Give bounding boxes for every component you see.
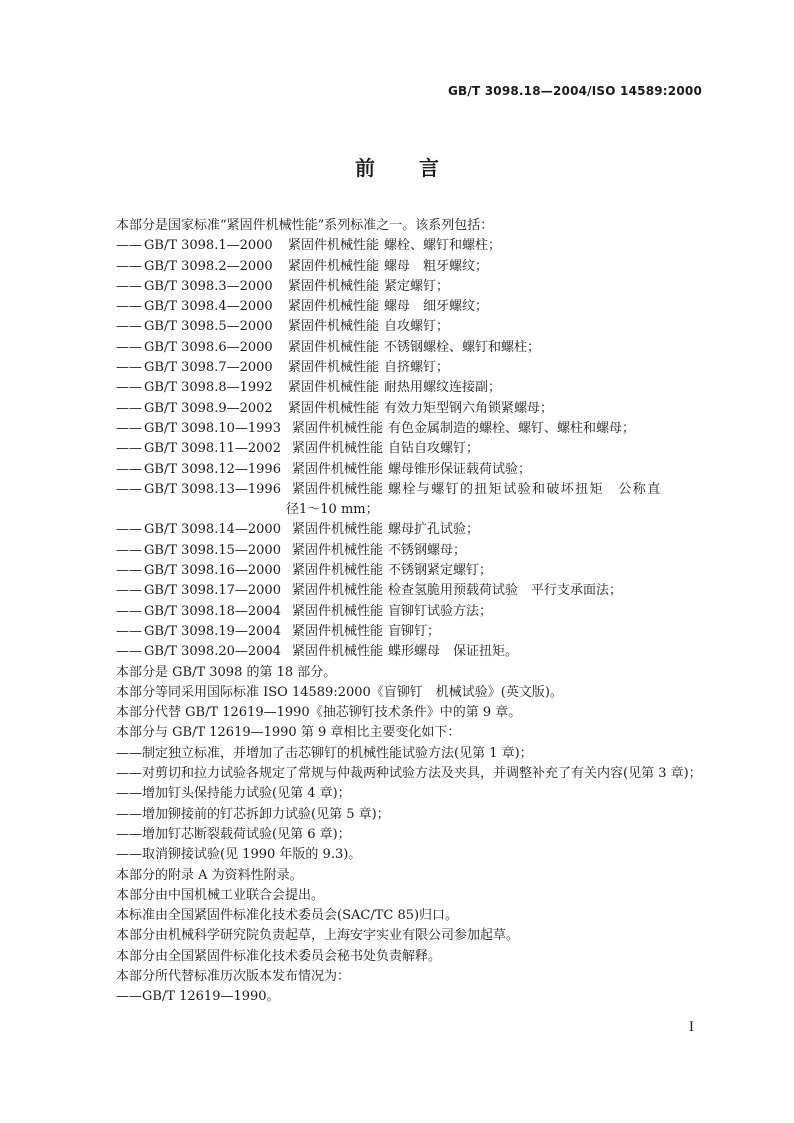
standard-code: GB/T 3098.12—1996	[144, 461, 281, 477]
series-item-13	[116, 480, 706, 500]
changes-list	[116, 744, 706, 866]
paragraph-history-intro: 本部分所代替标准历次版本发布情况为：	[116, 968, 351, 984]
dash: ——	[116, 420, 142, 436]
standard-code: GB/T 3098.11—2002	[144, 441, 281, 457]
standard-code: GB/T 3098.14—2000	[144, 522, 281, 538]
change-item: ——制定独立标准，并增加了击芯铆钉的机械性能试验方法(见第 1 章)；	[116, 745, 533, 761]
standard-category: 紧固件机械性能	[288, 258, 380, 274]
standard-part: 有效力矩型钢六角锁紧螺母；	[384, 400, 554, 416]
paragraph-adoption: 本部分等同采用国际标准 ISO 14589:2000《盲铆钉 机械试验》(英文版)。	[116, 684, 563, 700]
dash: ——	[116, 278, 142, 294]
series-item	[116, 561, 706, 581]
dash: ——	[116, 563, 142, 579]
standard-code: GB/T 3098.13—1996	[144, 481, 281, 497]
standard-category: 紧固件机械性能	[288, 319, 380, 335]
standard-part: 检查氢脆用预载荷试验 平行支承面法；	[388, 583, 623, 599]
standard-part: 蝶形螺母 保证扭矩。	[388, 644, 519, 660]
dash: ——	[116, 603, 142, 619]
foreword-body	[116, 216, 706, 1008]
standard-category: 紧固件机械性能	[288, 238, 380, 254]
change-item: ——增加钉芯断裂载荷试验(见第 6 章)；	[116, 826, 351, 842]
paragraph-replaces: 本部分代替 GB/T 12619—1990《抽芯铆钉技术条件》中的第 9 章。	[116, 705, 522, 721]
paragraph-part-number: 本部分是 GB/T 3098 的第 18 部分。	[116, 664, 337, 680]
dash: ——	[116, 481, 142, 497]
paragraph-proposed-by: 本部分由中国机械工业联合会提出。	[116, 887, 325, 903]
standard-category: 紧固件机械性能	[288, 299, 380, 315]
dash: ——	[116, 400, 142, 416]
standard-code: GB/T 3098.10—1993	[144, 420, 281, 436]
standard-code: GB/T 3098.2—2000	[144, 258, 273, 274]
standard-part: 有色金属制造的螺栓、螺钉、螺柱和螺母；	[388, 420, 636, 436]
dash: ——	[116, 380, 142, 396]
standard-part: 自钻自攻螺钉；	[388, 441, 480, 457]
page-title	[0, 152, 794, 181]
series-item	[116, 642, 706, 662]
page-number: I	[688, 1020, 694, 1035]
series-item	[116, 520, 706, 540]
dash: ——	[116, 360, 142, 376]
dash: ——	[116, 623, 142, 639]
standard-code: GB/T 3098.18—2004	[144, 603, 281, 619]
dash: ——	[116, 644, 142, 660]
series-item	[116, 236, 706, 256]
standard-category: 紧固件机械性能	[288, 278, 380, 294]
standard-code: GB/T 3098.1—2000	[144, 238, 273, 254]
standard-category: 紧固件机械性能	[292, 420, 384, 436]
series-item	[116, 602, 706, 622]
paragraph-annex: 本部分的附录 A 为资料性附录。	[116, 867, 303, 883]
series-list	[116, 236, 706, 480]
series-item	[116, 338, 706, 358]
standard-part: 螺母扩孔试验；	[388, 522, 480, 538]
series-item	[116, 439, 706, 459]
standard-category: 紧固件机械性能	[292, 461, 384, 477]
standard-code: GB/T 3098.3—2000	[144, 278, 273, 294]
standard-category: 紧固件机械性能	[292, 542, 384, 558]
history-item: ——GB/T 12619—1990。	[116, 989, 280, 1005]
title-char-2: 言	[419, 156, 439, 180]
series-item	[116, 460, 706, 480]
dash: ——	[116, 299, 142, 315]
standard-part: 自攻螺钉；	[384, 319, 450, 335]
series-item	[116, 317, 706, 337]
standard-category: 紧固件机械性能	[292, 441, 384, 457]
standard-code: GB/T 3098.7—2000	[144, 360, 273, 376]
standard-category: 紧固件机械性能	[292, 583, 384, 599]
series-item	[116, 257, 706, 277]
standard-category: 紧固件机械性能	[288, 339, 380, 355]
standard-code: GB/T 3098.16—2000	[144, 563, 281, 579]
series-item	[116, 541, 706, 561]
standard-part: 螺栓与螺钉的扭矩试验和破坏扭矩 公称直	[388, 481, 662, 497]
standard-code: GB/T 3098.4—2000	[144, 299, 273, 315]
standard-category: 紧固件机械性能	[292, 623, 384, 639]
standard-category: 紧固件机械性能	[288, 380, 380, 396]
series-item	[116, 358, 706, 378]
standard-part: 不锈钢紧定螺钉；	[388, 563, 493, 579]
series-item	[116, 622, 706, 642]
standard-part: 螺栓、螺钉和螺柱；	[384, 238, 502, 254]
dash: ——	[116, 441, 142, 457]
standard-part: 盲铆钉；	[388, 623, 441, 639]
paragraph-centralized: 本标准由全国紧固件标准化技术委员会(SAC/TC 85)归口。	[116, 908, 459, 924]
change-item: ——增加钉头保持能力试验(见第 4 章)；	[116, 786, 351, 802]
paragraph-interpretation: 本部分由全国紧固件标准化技术委员会秘书处负责解释。	[116, 948, 442, 964]
series-list-continued	[116, 520, 706, 662]
standard-part: 螺母 细牙螺纹；	[384, 299, 489, 315]
standard-category: 紧固件机械性能	[292, 522, 384, 538]
standard-part: 不锈钢螺栓、螺钉和螺柱；	[384, 339, 541, 355]
dash: ——	[116, 319, 142, 335]
series-item-13-continuation: 径1～10 mm；	[286, 502, 379, 518]
standard-code: GB/T 3098.5—2000	[144, 319, 273, 335]
change-item: ——增加铆接前的钉芯拆卸力试验(见第 5 章)；	[116, 806, 390, 822]
standard-part: 螺母锥形保证载荷试验；	[388, 461, 532, 477]
title-char-1: 前	[355, 156, 375, 180]
standard-category: 紧固件机械性能	[292, 481, 384, 497]
series-item	[116, 581, 706, 601]
dash: ——	[116, 583, 142, 599]
change-item: ——对剪切和拉力试验各规定了常规与仲裁两种试验方法及夹具，并调整补充了有关内容(见第 3 章)；	[116, 766, 702, 782]
series-item	[116, 419, 706, 439]
standard-category: 紧固件机械性能	[292, 603, 384, 619]
series-item	[116, 297, 706, 317]
standard-code: GB/T 3098.17—2000	[144, 583, 281, 599]
standard-category: 紧固件机械性能	[288, 400, 380, 416]
series-item	[116, 277, 706, 297]
standard-code: GB/T 3098.20—2004	[144, 644, 281, 660]
dash: ——	[116, 238, 142, 254]
series-item	[116, 399, 706, 419]
dash: ——	[116, 258, 142, 274]
standard-code: GB/T 3098.19—2004	[144, 623, 281, 639]
dash: ——	[116, 339, 142, 355]
intro-paragraph: 本部分是国家标准“紧固件机械性能”系列标准之一。该系列包括：	[116, 218, 494, 233]
standard-category: 紧固件机械性能	[292, 563, 384, 579]
standard-part: 盲铆钉试验方法；	[388, 603, 493, 619]
paragraph-changes-intro: 本部分与 GB/T 12619—1990 第 9 章相比主要变化如下：	[116, 725, 461, 741]
standard-part: 耐热用螺纹连接副；	[384, 380, 502, 396]
dash: ——	[116, 522, 142, 538]
standard-code: GB/T 3098.9—2002	[144, 400, 273, 416]
standard-code: GB/T 3098.6—2000	[144, 339, 273, 355]
standard-part: 紧定螺钉；	[384, 278, 450, 294]
standard-category: 紧固件机械性能	[288, 360, 380, 376]
dash: ——	[116, 461, 142, 477]
standard-code: GB/T 3098.8—1992	[144, 380, 273, 396]
standard-part: 自挤螺钉；	[384, 360, 450, 376]
series-item	[116, 378, 706, 398]
dash: ——	[116, 542, 142, 558]
change-item: ——取消铆接试验(见 1990 年版的 9.3)。	[116, 847, 362, 863]
standard-part: 不锈钢螺母；	[388, 542, 467, 558]
document-header-code: GB/T 3098.18—2004/ISO 14589:2000	[447, 84, 702, 98]
standard-part: 螺母 粗牙螺纹；	[384, 258, 489, 274]
standard-code: GB/T 3098.15—2000	[144, 542, 281, 558]
paragraph-drafted-by: 本部分由机械科学研究院负责起草，上海安字实业有限公司参加起草。	[116, 928, 520, 944]
standard-category: 紧固件机械性能	[292, 644, 384, 660]
